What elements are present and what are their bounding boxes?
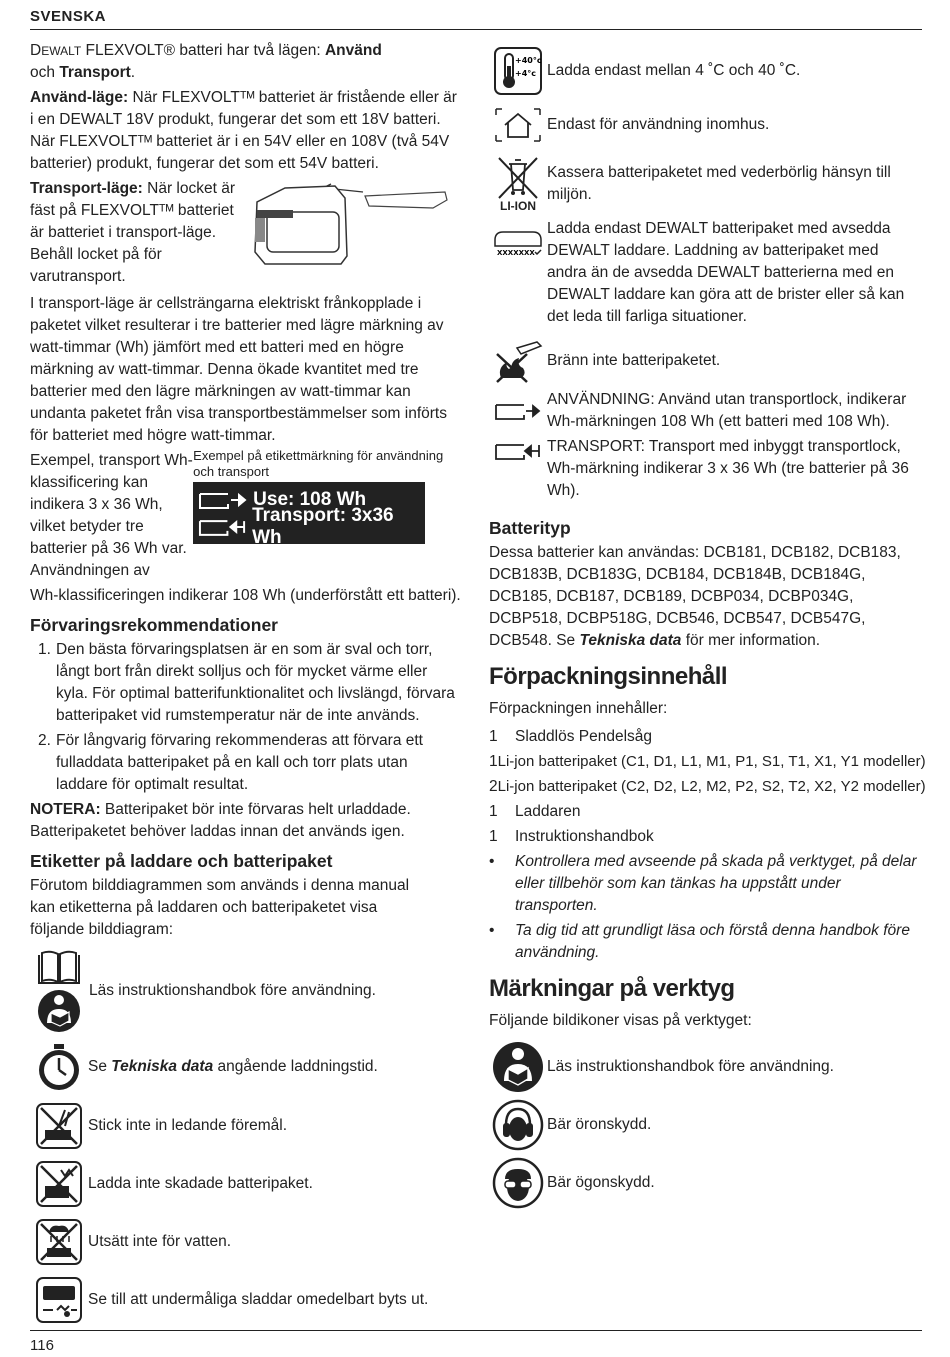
temp-high-label: +40°c bbox=[515, 56, 542, 65]
icon-row-charge-only bbox=[489, 218, 922, 336]
list-item: 1 Sladdlös Pendelsåg bbox=[489, 728, 653, 745]
list-item: 1 Instruktionshandbok bbox=[489, 828, 654, 845]
charger-model-label: XXXXXXX bbox=[497, 249, 535, 257]
left-icon-list bbox=[30, 949, 462, 1329]
icon-label: ANVÄNDNING: Använd utan transportlock, indikerar Wh-märkningen 108 Wh (ett batteri med 108 Wh). bbox=[547, 391, 907, 430]
battery-with-cap-illustration bbox=[245, 178, 460, 278]
package-heading: Förpackningsinnehåll bbox=[489, 663, 728, 690]
markings-intro: Följande bildikoner visas på verktyget: bbox=[489, 1012, 752, 1029]
no-water-icon bbox=[35, 1218, 83, 1266]
battery-type-paragraph: Dessa batterier kan användas: DCB181, DCB182, DCB183, DCB183B, DCB183G, DCB184, DCB184B, DCB184G, DCB185, DCB187, DCB189, DCBP034, DCBP034G, DCBP518, DCBP518G, DCB546, DCB547, DCB547G, DCB548. Se Tekniska data för mer information. bbox=[489, 544, 901, 649]
icon-row-conductive bbox=[30, 1097, 462, 1155]
bullet-item: • Ta dig tid att grundligt läsa och förstå denna handbok före användning. bbox=[489, 920, 922, 964]
markings-heading: Märkningar på verktyg bbox=[489, 975, 735, 1002]
left-column bbox=[30, 40, 462, 1329]
right-column bbox=[489, 44, 926, 1212]
bullet-item: • Kontrollera med avseende på skada på verktyget, på delar eller tillbehör som kan tänkas ha uppstått under transporten. bbox=[489, 851, 922, 917]
icon-row-temperature bbox=[489, 44, 922, 98]
transport-mode-paragraph: Transport-läge: När locket är fäst på FLEXVOLTᵀᴹ batteriet är batteriet i transport-läge. Behåll locket på för varutransport. bbox=[30, 180, 235, 285]
icon-row-indoor bbox=[489, 98, 922, 152]
list-item: 1 Li-jon batteripaket (C1, D1, L1, M1, P1, S1, T1, X1, Y1 modeller) bbox=[489, 753, 926, 770]
icon-row-cords bbox=[30, 1271, 462, 1329]
book-icon bbox=[36, 949, 82, 989]
ear-protection-icon bbox=[492, 1099, 544, 1151]
icon-row-use-mode bbox=[489, 386, 922, 436]
list-item: 1 Laddaren bbox=[489, 803, 581, 820]
crossed-bin-icon bbox=[493, 156, 543, 200]
intro-paragraph: DEWALT FLEXVOLT® batteri har två lägen: Använd och Transport. bbox=[30, 42, 382, 81]
li-ion-label: LI-ION bbox=[500, 199, 536, 213]
icon-label: Bär öronskydd. bbox=[547, 1116, 652, 1133]
transport-mode-block bbox=[30, 178, 462, 291]
stopwatch-icon bbox=[36, 1042, 82, 1092]
transport-explanation: I transport-läge är cellsträngarna elektriskt frånkopplade i paketet vilket resulterar i tre batterier med lägre märkning av watt-timmar (Wh) jämfört med ett batteri med en högre märkning av watt-timmar. Denna ökade kvantitet med tre batterier med den lägre märkningen av watt-timmar kan undanta paketet från visa transportbestämmelser som införts för batteriet med högre watt-timmar. bbox=[30, 295, 447, 444]
no-damaged-battery-icon bbox=[35, 1160, 83, 1208]
no-fire-icon bbox=[493, 338, 543, 384]
no-conductive-objects-icon bbox=[35, 1102, 83, 1150]
page-number: 116 bbox=[30, 1330, 922, 1357]
thermometer-icon bbox=[493, 46, 543, 96]
indoor-house-icon bbox=[493, 105, 543, 145]
battery-use-icon bbox=[197, 488, 253, 512]
language-header: SVENSKA bbox=[30, 6, 922, 30]
icon-label: Endast för användning inomhus. bbox=[547, 116, 770, 133]
list-item: 2. För långvarig förvaring rekommenderas att förvara ett fulladdata batteripaket på en kall och torr plats utan laddare för optimalt resultat. bbox=[38, 732, 423, 793]
icon-row-burn bbox=[489, 336, 922, 386]
storage-heading: Förvaringsrekommendationer bbox=[30, 615, 278, 635]
eye-protection-icon bbox=[492, 1157, 544, 1209]
icon-label: Ladda endast mellan 4 ˚C och 40 ˚C. bbox=[547, 62, 801, 79]
replace-cords-icon bbox=[35, 1276, 83, 1324]
example-paragraph: Exempel, transport Wh-klassificering kan indikera 3 x 36 Wh, vilket betyder tre batterier på 36 Wh var. Användningen av bbox=[30, 452, 193, 579]
label-transport-row: Transport: 3x36 Wh bbox=[197, 513, 425, 540]
icon-label: Kassera batteripaketet med vederbörlig hänsyn till miljön. bbox=[547, 164, 891, 203]
example-block bbox=[30, 450, 462, 585]
battery-transport-mode-icon bbox=[493, 438, 543, 464]
labels-intro: Förutom bilddiagrammen som används i denna manual kan etiketterna på laddaren och batteripaketet visa följande bilddiagram: bbox=[30, 877, 410, 938]
icon-label: Läs instruktionshandbok före användning. bbox=[547, 1058, 834, 1075]
temp-low-label: +4°c bbox=[515, 69, 537, 78]
list-item: 1. Den bästa förvaringsplatsen är en som är sval och torr, långt bort från direkt solljus och för mycket värme eller kyla. För optimal batterifunktionalitet och livslängd, förvara batteripaket vid rumstemperatur när de inte används. bbox=[38, 641, 455, 724]
icon-label: TRANSPORT: Transport med inbyggt transportlock, Wh-märkning indikerar 3 x 36 Wh (tre batterier på 36 Wh). bbox=[547, 438, 909, 499]
label-caption: Exempel på etikettmärkning för användning och transport bbox=[193, 448, 444, 479]
icon-label: Bär ögonskydd. bbox=[547, 1174, 655, 1191]
icon-row-mark-read bbox=[489, 1038, 922, 1096]
package-list bbox=[489, 726, 926, 848]
label-example bbox=[193, 450, 462, 585]
use-transport-label bbox=[193, 482, 425, 548]
note-paragraph: NOTERA: Batteripaket bör inte förvaras helt urladdade. Batteripaketet behöver laddas innan det används igen. bbox=[30, 801, 411, 840]
icon-label: Ladda inte skadade batteripaket. bbox=[88, 1175, 313, 1192]
icon-row-transport-mode bbox=[489, 436, 922, 510]
label-use-row: Use: 108 Wh bbox=[197, 486, 425, 513]
icon-label: Ladda endast DEWALT batteripaket med avsedda DEWALT laddare. Laddning av batteripaket med andra än de avsedda DEWALT batterierna med en DEWALT laddare kan göra att de brister eller så kan det leda till farliga situationer. bbox=[547, 220, 905, 325]
icon-row-time bbox=[30, 1037, 462, 1097]
icon-label: Se Tekniska data angående laddningstid. bbox=[88, 1058, 378, 1075]
read-manual-icon bbox=[492, 1041, 544, 1093]
icon-label: Bränn inte batteripaketet. bbox=[547, 352, 721, 369]
list-item: 2 Li-jon batteripaket (C2, D2, L2, M2, P2, S2, T2, X2, Y2 modeller) bbox=[489, 778, 926, 795]
use-mode-paragraph: Använd-läge: När FLEXVOLTᵀᴹ batteriet är fristående eller är i en DEWALT 18V produkt, fungerar det som ett 18V batteri. När FLEXVOLTᵀᴹ batteriet är i en 54V eller en 108V (två 54V batterier) produkt, fungerar det som ett 54V batteri. bbox=[30, 89, 457, 172]
icon-label: Läs instruktionshandbok före användning. bbox=[89, 982, 376, 999]
icon-row-damaged bbox=[30, 1155, 462, 1213]
icon-row-mark-eye bbox=[489, 1154, 922, 1212]
battery-use-mode-icon bbox=[493, 398, 543, 424]
battery-type-heading: Batterityp bbox=[489, 518, 571, 538]
icon-row-dispose bbox=[489, 152, 922, 216]
read-manual-icon bbox=[37, 989, 81, 1033]
icon-label: Utsätt inte för vatten. bbox=[88, 1233, 232, 1250]
example-paragraph-end: Wh-klassificeringen indikerar 108 Wh (underförstått ett batteri). bbox=[30, 587, 461, 604]
icon-label: Se till att undermåliga sladdar omedelbart byts ut. bbox=[88, 1291, 429, 1308]
icon-row-read bbox=[30, 949, 462, 1033]
icon-label: Stick inte in ledande föremål. bbox=[88, 1117, 288, 1134]
icon-row-mark-ear bbox=[489, 1096, 922, 1154]
labels-heading: Etiketter på laddare och batteripaket bbox=[30, 851, 333, 871]
battery-transport-icon bbox=[197, 515, 252, 539]
icon-row-water bbox=[30, 1213, 462, 1271]
charger-icon bbox=[491, 226, 545, 258]
storage-list bbox=[30, 639, 462, 796]
package-intro: Förpackningen innehåller: bbox=[489, 700, 668, 717]
